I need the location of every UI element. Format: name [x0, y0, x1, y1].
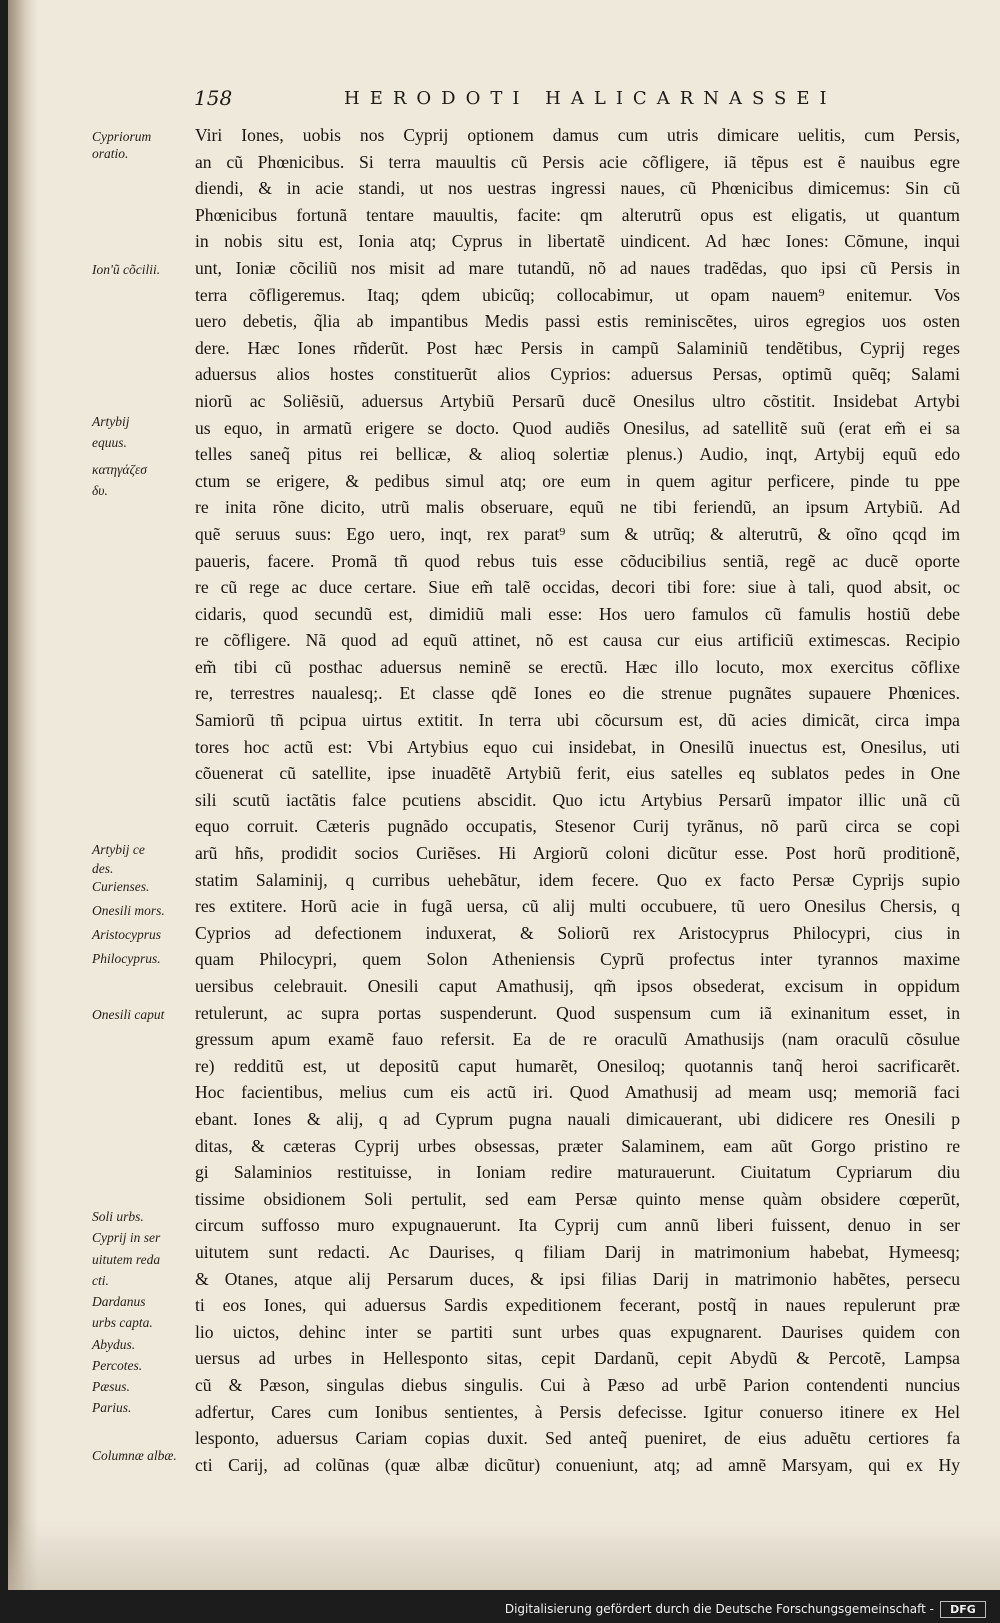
text-line: circum suffosso muro expugnauerunt. Ita Cyprij cum annũ liberi fuissent, denuo in ser	[195, 1215, 960, 1236]
footer-credit: Digitalisierung gefördert durch die Deutsche Forschungsgemeinschaft -	[504, 1602, 934, 1616]
marginal-note: Parius.	[92, 1400, 132, 1416]
text-line: re, terrestres naualesq;. Et classe qdẽ Iones eo die strenue pugnãtes supauere Phœnices.	[195, 683, 960, 704]
marginal-note: Pæsus.	[92, 1379, 130, 1395]
digitization-footer	[0, 1598, 1000, 1623]
marginal-note: Dardanus	[92, 1294, 146, 1310]
page-number: 158	[194, 86, 233, 110]
marginal-note: Columnæ albæ.	[92, 1448, 177, 1464]
marginal-note: Soli urbs.	[92, 1208, 144, 1224]
marginal-note: Aristocyprus	[92, 927, 161, 942]
marginal-note: δυ.	[92, 482, 108, 498]
text-line: & Otanes, atque alij Persarum duces, & ipsi filias Darij in matrimonio habẽtes, persecu	[195, 1268, 960, 1289]
body-text	[195, 122, 960, 1478]
marginal-note: Artybij ce	[92, 841, 145, 857]
text-line: unt, Ioniæ cõciliũ nos misit ad mare tutandũ, nõ ad naues tradẽdas, quo ipsi cũ Persis in	[195, 257, 960, 278]
text-line: arũ hñs, prodidit socios Curiẽses. Hi Argiorũ coloni dicũtur esse. Post horũ proditionẽ,	[195, 843, 960, 864]
marginal-note: oratio.	[92, 146, 129, 162]
marginal-note: Onesili caput	[92, 1006, 165, 1022]
text-line: uero debetis, q̃lia ab impantibus Medis passi estis reminiscẽtes, uiros egregios uos osten	[195, 311, 960, 332]
text-line: adfertur, Cares cum Ionibus sentientes, à Persis defecisse. Igitur conuerso itinere ex Hel	[195, 1401, 960, 1422]
text-line: ebant. Iones & alij, q ad Cyprum pugna nauali dimicauerant, ubi didicere res Onesili p	[195, 1108, 960, 1129]
marginal-note: Cypriorum	[92, 129, 152, 144]
text-line: retulerunt, ac supra portas suspenderunt. Quod suspensum cum iã exinanitum esset, in	[195, 1002, 960, 1023]
text-line: Hoc facientibus, melius cum eis actũ iri. Quod Amathusij ad meam usq; memoriã faci	[195, 1082, 960, 1103]
marginal-note: κατηγάζεσ	[92, 461, 147, 477]
text-line: an cũ Phœnicibus. Si terra mauultis cũ Persis acie cõfligere, iã tẽpus est ẽ nauibus egre	[195, 151, 960, 172]
text-line: ditas, & cæteras Cyprij urbes obsessas, præter Salaminem, eam aũt Gorgo pristino re	[195, 1135, 960, 1156]
text-line: us equo, in armatũ erigere se docto. Quod audiẽs Onesilus, ad satellitẽ suũ (erat em̃ ei sa	[195, 417, 960, 438]
text-line: cũ & Pæson, singulas diebus singulis. Cui à Pæso ad urbẽ Parion contendenti nuncius	[195, 1374, 960, 1395]
book-page	[8, 0, 1000, 1590]
text-line: lio uictos, dehinc inter se partiti sunt urbes quas expugnarent. Daurises quidem con	[195, 1321, 960, 1342]
marginal-note: Ion'ũ cõcilii.	[92, 262, 161, 277]
text-line: dere. Hæc Iones rñderũt. Post hæc Persis in campũ Salaminiũ tendẽtibus, Cyprij reges	[195, 337, 960, 358]
text-line: aduersus alios hostes constituerũt alios Cyprios: aduersus Persas, optimũ quẽq; Salami	[195, 364, 960, 385]
text-line: ti eos Iones, qui aduersus Sardis expeditionem fecerant, postq̃ in naues repulerunt præ	[195, 1295, 960, 1316]
text-line: lesponto, aduersus Cariam copias duxit. Sed anteq̃ pueniret, de eius aduẽtu certiores fa	[195, 1428, 960, 1449]
running-head	[186, 86, 966, 114]
text-line: Cyprios ad defectionem induxerat, & Soliorũ rex Aristocyprus Philocypri, cius in	[195, 922, 960, 943]
text-line: Phœnicibus fortunã tentare mauultis, facite: qm alterutrũ opus est eligatis, ut quantum	[195, 204, 960, 225]
text-line: uersus ad urbes in Hellesponto sitas, cepit Dardanũ, cepit Abydũ & Percotẽ, Lampsa	[195, 1348, 960, 1369]
text-line: terra cõfligeremus. Itaq; qdem ubicũq; collocabimur, ut opam nauem⁹ enitemur. Vos	[195, 284, 960, 305]
text-line: ctum se erigere, & pedibus simul atq; ore eum in quem agitur perficere, pinde tu ppe	[195, 470, 960, 491]
marginal-note: Philocyprus.	[92, 950, 161, 966]
text-line: in nobis situ est, Ionia atq; Cyprus in libertatẽ uindicent. Ad hæc Iones: Cõmune, inqui	[195, 231, 960, 252]
marginal-note: Onesili mors.	[92, 903, 165, 919]
text-line: gi Salaminios restituisse, in Ioniam redire maturauerunt. Ciuitatum Cypriarum diu	[195, 1162, 960, 1183]
text-line: tissime obsidionem Soli pertulit, sed eam Persæ quinto mense quàm obsidere cœperũt,	[195, 1188, 960, 1209]
text-line: uitutem sunt redacti. Ac Daurises, q filiam Darij in matrimonium habebat, Hymeesq;	[195, 1241, 960, 1262]
text-line: res extitere. Horũ acie in fugã uersa, cũ alij multi occubuere, tũ uero Onesilus Chersis, q	[195, 896, 960, 917]
text-line: tores hoc actũ est: Vbi Artybius equo cui insidebat, in Onesilũ inuectus est, Onesilus, uti	[195, 736, 960, 757]
text-line: re cõfligere. Nã quod ad equũ attinet, nõ est causa cur eius artificiũ extimescas. Recipio	[195, 630, 960, 651]
running-title: HERODOTI HALICARNASSEI	[344, 88, 837, 109]
marginal-note: uitutem reda	[92, 1251, 161, 1267]
marginal-note: des.	[92, 860, 114, 876]
page-bottom-shade	[8, 1520, 1000, 1590]
marginal-note: Cyprij in ser	[92, 1230, 161, 1246]
text-line: paueris, facere. Promã tñ quod rebus tuis esse cõducibilius sentiã, regẽ ac ducẽ oporte	[195, 550, 960, 571]
text-line: em̃ tibi cũ posthac aduersus neminẽ se erectũ. Hæc illo locuto, mox exercitus cõflixe	[195, 656, 960, 677]
text-line: equo corruit. Cæteris pugnãdo occupatis, Stesenor Curij tyrãnus, nõ parũ circa se copi	[195, 816, 960, 837]
marginal-note: Percotes.	[92, 1357, 143, 1373]
text-line: Viri Iones, uobis nos Cyprij optionem damus cum utris dimicare uelitis, cum Persis,	[195, 125, 960, 145]
marginal-note: urbs capta.	[92, 1315, 153, 1331]
text-line: quam Philocypri, quem Solon Atheniensis Cyprũ profectus inter tyrannos maxime	[195, 949, 960, 970]
text-line: re) redditũ est, ut depositũ caput humarẽt, Onesiloq; quotannis tanq̃ heroi sacrificarẽt.	[195, 1055, 960, 1076]
text-line: quẽ seruus suus: Ego uero, inqt, rex parat⁹ sum & utrũq; & alterutrũ, & oĩno qcqd im	[195, 523, 960, 544]
text-line: telles saneq̃ pitus rei bellicæ, & alioq solertiæ plenus.) Audio, inqt, Artybij equũ edo	[195, 444, 960, 465]
text-line: niorũ ac Soliẽsiũ, aduersus Artybiũ Persarũ ducẽ Onesilus ultro cõstitit. Insidebat Artybi	[195, 390, 960, 411]
text-line: sili scutũ iactãtis falce pcutiens abscidit. Quo ictu Artybius Persarũ impator illic unã cũ	[195, 789, 960, 810]
text-line: gressum apum examẽ fauo refersit. Ea de re oraculũ Amathusijs (nam oraculũ cõsulue	[195, 1029, 960, 1050]
marginal-notes	[8, 0, 193, 1590]
text-line: cõuenerat cũ satellite, ipse inuadẽtẽ Artybiũ ferit, eius satelles eq sublatos pedes in One	[195, 763, 960, 784]
text-line: re cũ rege ac duce certare. Siue em̃ talẽ occidas, decori tibi fore: siue à tali, quod absit, oc	[195, 577, 960, 598]
text-line: Samiorũ tñ pcipua uirtus extitit. In terra ubi cõcursum est, dũ acies dimicãt, circa impa	[195, 710, 960, 731]
marginal-note: Abydus.	[92, 1336, 136, 1352]
marginal-note: Curienses.	[92, 879, 150, 895]
marginal-note: cti.	[92, 1272, 109, 1288]
dfg-logo: DFG	[940, 1601, 986, 1618]
text-line: statim Salaminij, q curribus uehebãtur, idem fecere. Quo ex facto Persæ Cyprijs supio	[195, 869, 960, 890]
text-line: cidaris, quod secundũ est, dimidiũ mali esse: Hos uero famulos cũ famulis hostiũ debe	[195, 603, 960, 624]
text-line: re inita rõne dicito, utrũ malis obseruare, equũ ne tibi feriendũ, an ipsum Artybiũ. Ad	[195, 497, 960, 518]
marginal-note: Artybij	[92, 413, 130, 429]
marginal-note: equus.	[92, 434, 127, 450]
text-line: cti Carij, ad colũnas (quæ albæ dicũtur) conueniunt, atq; ad amnẽ Marsyam, qui ex Hy	[195, 1454, 960, 1475]
text-line: diendi, & in acie standi, ut nos uestras ingressi naues, cũ Phœnicibus dimicemus: Sin cũ	[195, 178, 960, 199]
text-line: uersibus celebrauit. Onesili caput Amathusij, qm̃ ipsos obsederat, excisum in oppidum	[195, 976, 960, 996]
